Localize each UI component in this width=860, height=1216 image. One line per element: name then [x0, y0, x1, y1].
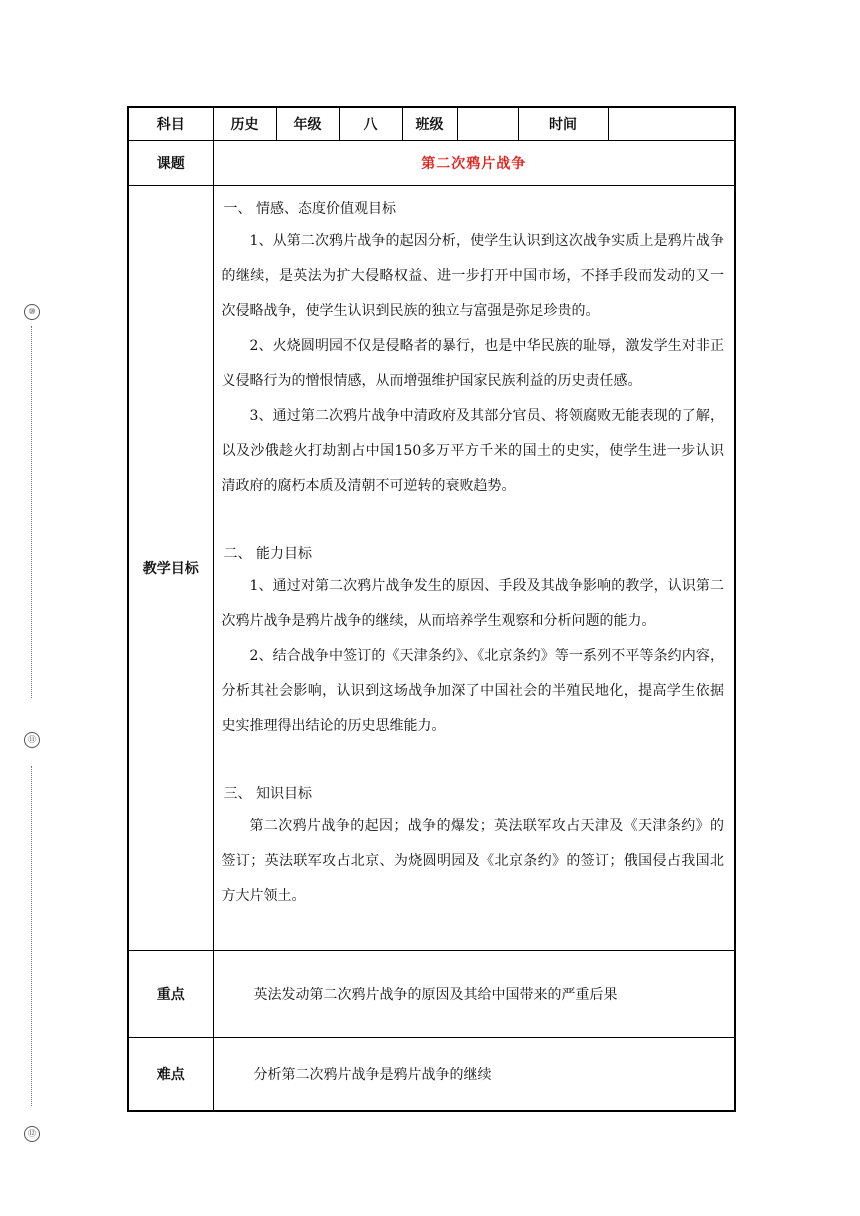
section3-item-1: 第二次鸦片战争的起因；战争的爆发；英法联军攻占天津及《天津条约》的签订；英法联军攻占北京、为烧圆明园及《北京条约》的签订；俄国侵占我国北方大片领土。 [221, 818, 724, 904]
section-spacer [222, 744, 725, 779]
difficulty-text: 分析第二次鸦片战争是鸦片战争的继续 [213, 1038, 735, 1112]
lesson-plan-table [127, 106, 736, 1112]
key-point-label: 重点 [128, 951, 213, 1038]
difficulty-row [128, 1038, 735, 1112]
section3-heading: 三、 知识目标 [223, 786, 312, 802]
grade-value: 八 [339, 107, 402, 141]
binding-line-top [31, 326, 32, 698]
grade-label: 年级 [276, 107, 339, 141]
section2-heading: 二、 能力目标 [223, 546, 312, 562]
time-value [608, 107, 735, 141]
section1-item-1: 1、从第二次鸦片战争的起因分析，使学生认识到这次战争实质上是鸦片战争的继续，是英法为扩大侵略权益、进一步打开中国市场，不择手段而发动的又一次侵略战争，使学生认识到民族的独立与富强是弥足珍贵的。 [221, 233, 724, 319]
header-row [128, 107, 735, 141]
key-point-text: 英法发动第二次鸦片战争的原因及其给中国带来的严重后果 [213, 951, 735, 1038]
goals-row [128, 186, 735, 951]
binding-mark-top: ⑩ [24, 304, 40, 320]
subject-value: 历史 [213, 107, 276, 141]
section1-item-3: 3、通过第二次鸦片战争中清政府及其部分官员、将领腐败无能表现的了解，以及沙俄趁火打劫割占中国150多万平方千米的国土的史实，使学生进一步认识清政府的腐朽本质及清朝不可逆转的衰败趋势。 [221, 408, 724, 494]
section1-heading: 一、 情感、态度价值观目标 [223, 201, 396, 217]
binding-mark-bottom: ⑫ [24, 1126, 40, 1142]
subject-label: 科目 [128, 107, 213, 141]
section-spacer [222, 504, 725, 539]
key-point-row [128, 951, 735, 1038]
goals-label: 教学目标 [128, 186, 213, 951]
goals-content [213, 186, 735, 951]
section2-item-2: 2、结合战争中签订的《天津条约》、《北京条约》等一系列不平等条约内容，分析其社会影响，认识到这场战争加深了中国社会的半殖民地化，提高学生依据史实推理得出结论的历史思维能力。 [221, 648, 724, 734]
class-value [457, 107, 518, 141]
section2-item-1: 1、通过对第二次鸦片战争发生的原因、手段及其战争影响的教学，认识第二次鸦片战争是鸦片战争的继续，从而培养学生观察和分析问题的能力。 [221, 578, 724, 629]
binding-mark-middle: ⑪ [24, 732, 40, 748]
lesson-title: 第二次鸦片战争 [213, 141, 735, 186]
section1-item-2: 2、火烧圆明园不仅是侵略者的暴行，也是中华民族的耻辱，激发学生对非正义侵略行为的憎恨情感，从而增强维护国家民族利益的历史责任感。 [221, 338, 724, 389]
topic-row [128, 141, 735, 186]
binding-line-bottom [31, 766, 32, 1106]
class-label: 班级 [402, 107, 457, 141]
time-label: 时间 [518, 107, 608, 141]
topic-label: 课题 [128, 141, 213, 186]
difficulty-label: 难点 [128, 1038, 213, 1112]
